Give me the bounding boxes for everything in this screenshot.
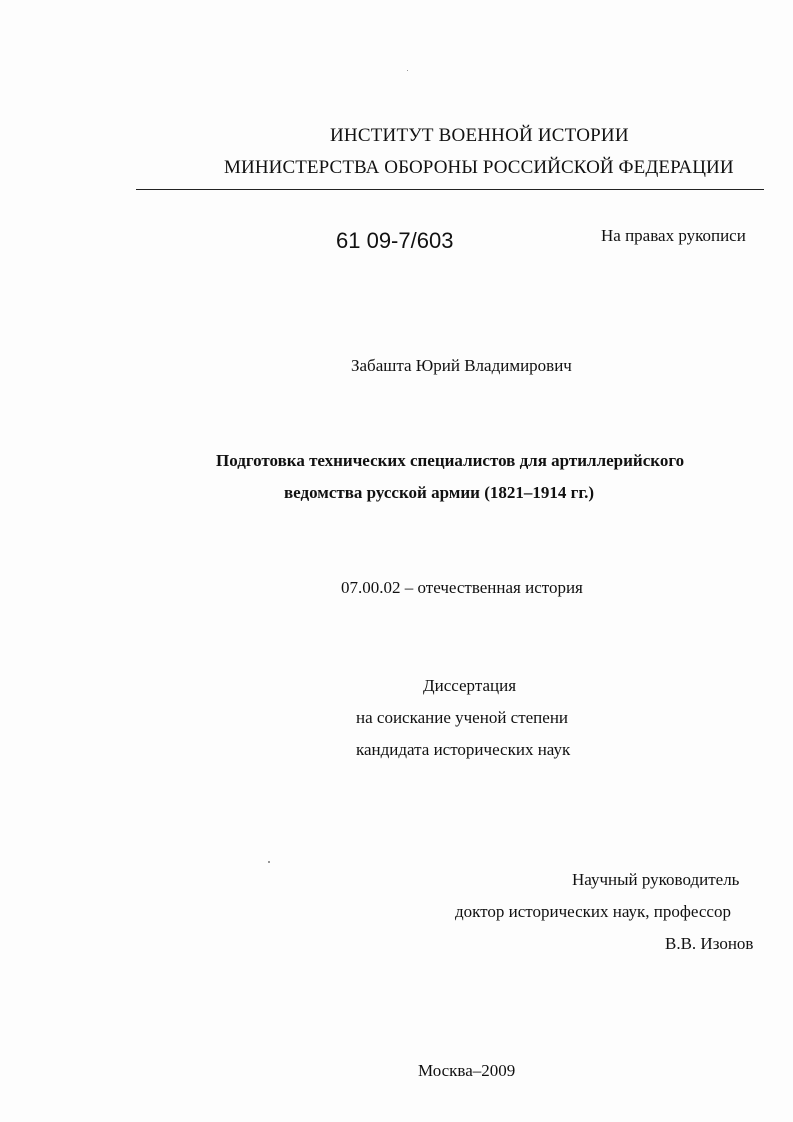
scan-speck [268,861,270,863]
supervisor-degree: доктор исторических наук, профессор [455,902,731,921]
degree-name: кандидата исторических наук [356,740,571,759]
catalog-code: 61 09-7/603 [336,228,454,253]
scan-speck [407,70,408,71]
supervisor-name: В.В. Изонов [665,934,754,953]
header-divider [136,189,764,190]
rights-note: На правах рукописи [601,226,746,245]
city-year: Москва–2009 [418,1061,516,1080]
specialty-code: 07.00.02 – отечественная история [341,578,583,597]
institute-name-line2: МИНИСТЕРСТВА ОБОРОНЫ РОССИЙСКОЙ ФЕДЕРАЦИИ [224,157,734,178]
thesis-title-line2: ведомства русской армии (1821–1914 гг.) [284,483,595,502]
author-name: Забашта Юрий Владимирович [351,356,572,375]
degree-purpose: на соискание ученой степени [356,708,569,727]
supervisor-role: Научный руководитель [572,870,740,889]
thesis-title-line1: Подготовка технических специалистов для артиллерийского [216,451,685,470]
dissertation-label: Диссертация [423,676,517,695]
institute-name-line1: ИНСТИТУТ ВОЕННОЙ ИСТОРИИ [330,125,629,146]
